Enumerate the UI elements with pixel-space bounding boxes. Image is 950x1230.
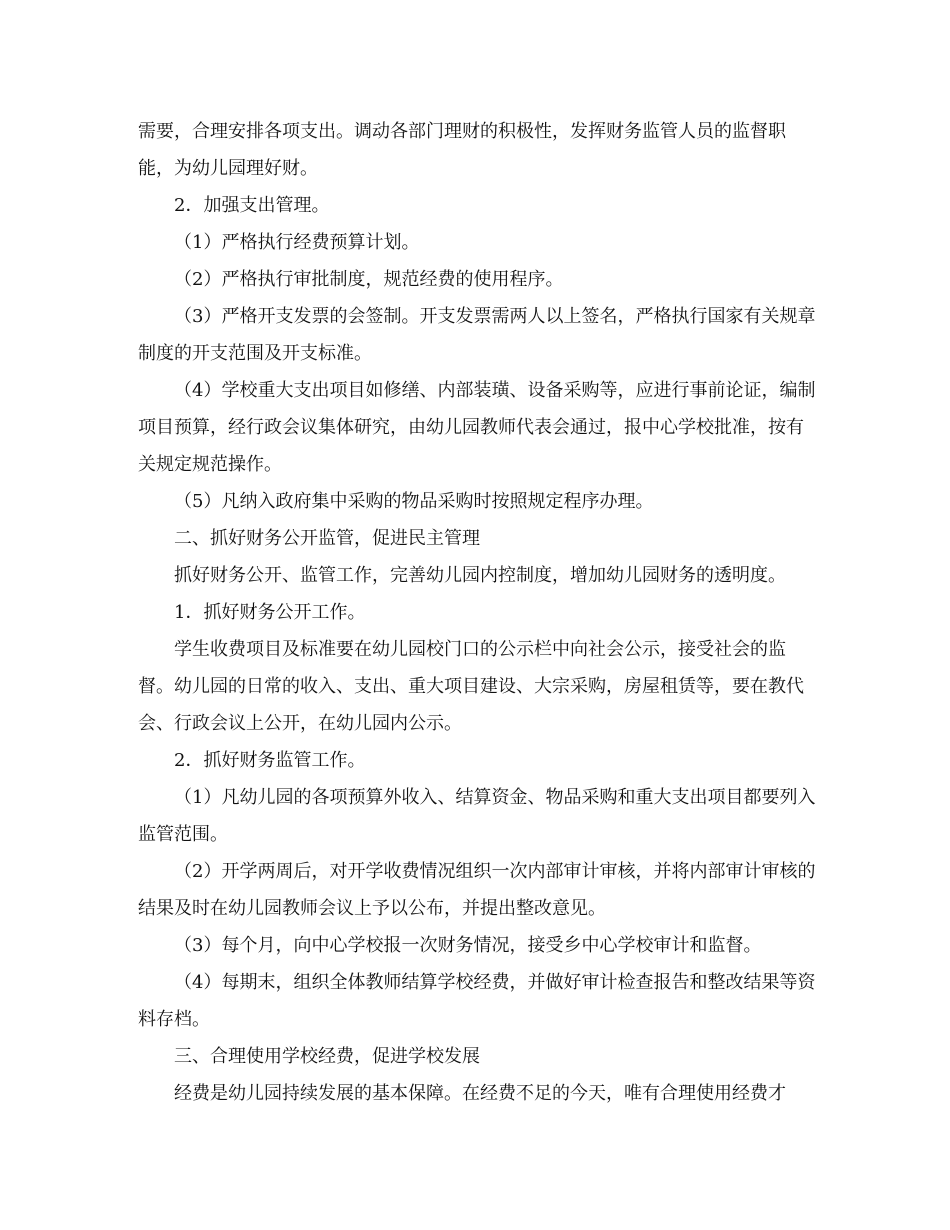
- paragraph: 学生收费项目及标准要在幼儿园校门口的公示栏中向社会公示，接受社会的监督。幼儿园的日常的收入、支出、重大项目建设、大宗采购，房屋租赁等，要在教代会、行政会议上公开，在幼儿园内公示。: [138, 639, 804, 734]
- section-heading: 三、合理使用学校经费，促进学校发展: [174, 1046, 480, 1067]
- subsection-heading: 2．加强支出管理。: [174, 195, 330, 216]
- list-item: （4）每期末，组织全体教师结算学校经费，并做好审计检查报告和整改结果等资料存档。: [138, 972, 816, 1030]
- subsection-heading: 1．抓好财务公开工作。: [174, 602, 366, 623]
- list-item: （3）每个月，向中心学校报一次财务情况，接受乡中心学校审计和监督。: [174, 935, 762, 956]
- paragraph: 经费是幼儿园持续发展的基本保障。在经费不足的今天，唯有合理使用经费才: [174, 1083, 786, 1104]
- list-item: （4）学校重大支出项目如修缮、内部装璜、设备采购等，应进行事前论证，编制项目预算，经行政会议集体研究，由幼儿园教师代表会通过，报中心学校批准，按有关规定规范操作。: [138, 380, 816, 475]
- list-item: （3）严格开支发票的会签制。开支发票需两人以上签名，严格执行国家有关规章制度的开支范围及开支标准。: [138, 306, 816, 364]
- list-item: （1）凡幼儿园的各项预算外收入、结算资金、物品采购和重大支出项目都要列入监管范围。: [138, 787, 816, 845]
- document-body: [138, 113, 818, 1112]
- subsection-heading: 2．抓好财务监管工作。: [174, 750, 366, 771]
- paragraph-continuation: 需要，合理安排各项支出。调动各部门理财的积极性，发挥财务监管人员的监督职能，为幼儿园理好财。: [138, 121, 786, 179]
- list-item: （2）严格执行审批制度，规范经费的使用程序。: [174, 269, 564, 290]
- list-item: （2）开学两周后，对开学收费情况组织一次内部审计审核，并将内部审计审核的结果及时在幼儿园教师会议上予以公布，并提出整改意见。: [138, 861, 816, 919]
- paragraph: 抓好财务公开、监管工作，完善幼儿园内控制度，增加幼儿园财务的透明度。: [174, 565, 786, 586]
- list-item: （5）凡纳入政府集中采购的物品采购时按照规定程序办理。: [174, 491, 654, 512]
- list-item: （1）严格执行经费预算计划。: [174, 232, 420, 253]
- section-heading: 二、抓好财务公开监管，促进民主管理: [174, 528, 480, 549]
